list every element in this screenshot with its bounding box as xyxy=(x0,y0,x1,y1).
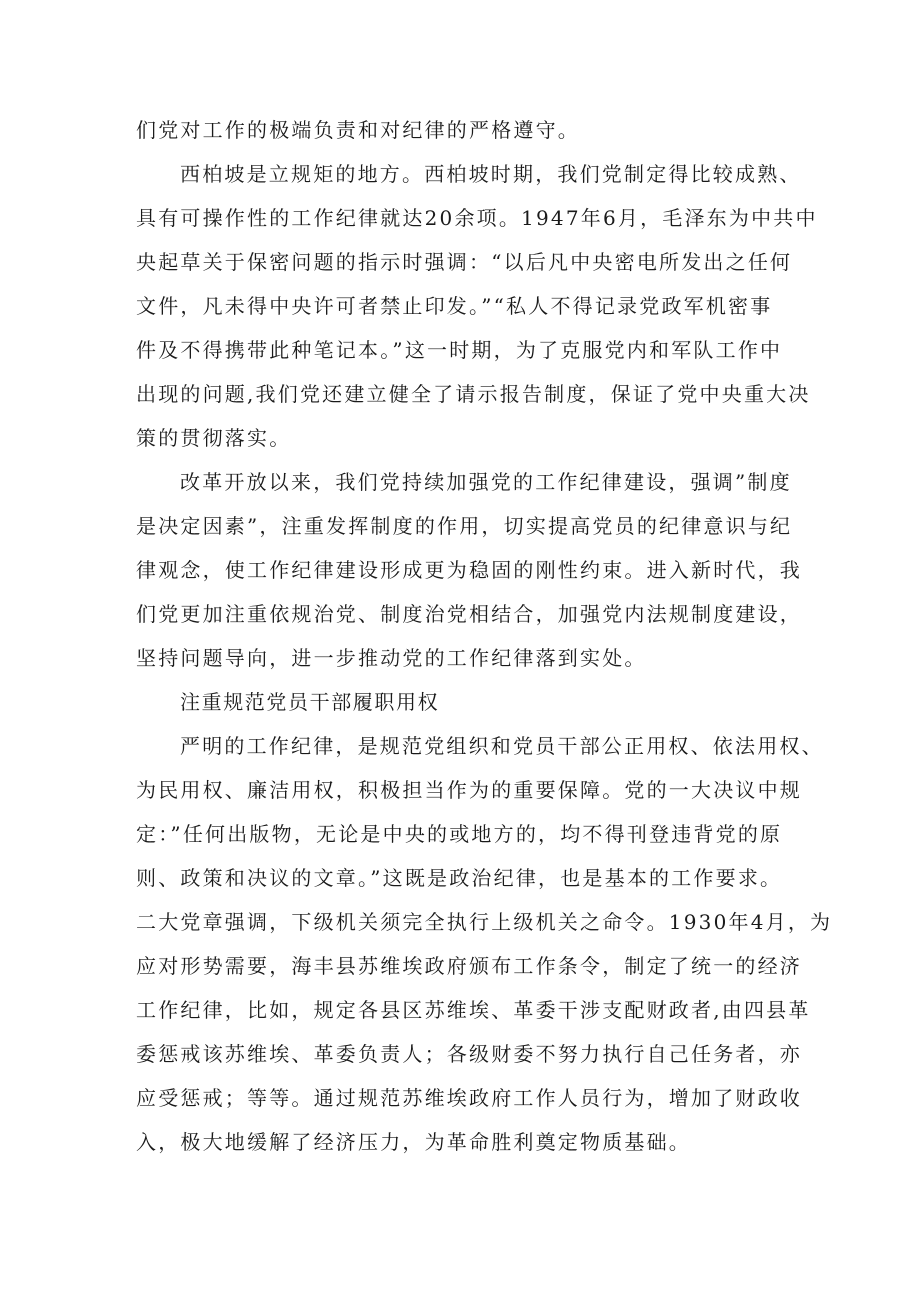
paragraph-line: 们党更加注重依规治党、制度治党相结合，加强党内法规制度建设， xyxy=(136,602,802,626)
paragraph-line: 具有可操作性的工作纪律就达20余项。1947年6月，毛泽东为中共中 xyxy=(136,206,818,230)
paragraph-line: 委惩戒该苏维埃、革委负责人；各级财委不努力执行自己任务者，亦 xyxy=(136,1042,802,1066)
paragraph-line: 定：”任何出版物，无论是中央的或地方的，均不得刊登违背党的原 xyxy=(136,822,783,846)
paragraph-line: 西柏坡是立规矩的地方。西柏坡时期，我们党制定得比较成熟、 xyxy=(180,162,802,186)
paragraph-line: 律观念，使工作纪律建设形成更为稳固的刚性约束。进入新时代，我 xyxy=(136,558,802,582)
paragraph-line: 坚持问题导向，进一步推动党的工作纪律落到实处。 xyxy=(136,646,647,670)
paragraph-line: 们党对工作的极端负责和对纪律的严格遵守。 xyxy=(136,118,580,142)
paragraph-line: 则、政策和决议的文章。”这既是政治纪律，也是基本的工作要求。 xyxy=(136,866,783,890)
paragraph-line: 出现的问题,我们党还建立健全了请示报告制度，保证了党中央重大决 xyxy=(136,382,811,406)
section-heading: 注重规范党员干部履职用权 xyxy=(180,690,440,714)
paragraph-line: 工作纪律，比如，规定各县区苏维埃、革委干涉支配财政者,由四县革 xyxy=(136,998,811,1022)
paragraph-line: 严明的工作纪律，是规范党组织和党员干部公正用权、依法用权、 xyxy=(180,734,824,758)
paragraph-line: 二大党章强调，下级机关须完全执行上级机关之命令。1930年4月，为 xyxy=(136,910,833,934)
paragraph-line: 为民用权、廉洁用权，积极担当作为的重要保障。党的一大决议中规 xyxy=(136,778,802,802)
paragraph-line: 策的贯彻落实。 xyxy=(136,426,292,450)
paragraph-line: 应受惩戒；等等。通过规范苏维埃政府工作人员行为，增加了财政收 xyxy=(136,1086,802,1110)
paragraph-line: 是决定因素”，注重发挥制度的作用，切实提高党员的纪律意识与纪 xyxy=(136,514,793,538)
paragraph-line: 改革开放以来，我们党持续加强党的工作纪律建设，强调”制度 xyxy=(180,470,792,494)
paragraph-line: 文件，凡未得中央许可者禁止印发。”“私人不得记录党政军机密事 xyxy=(136,294,773,318)
paragraph-line: 入，极大地缓解了经济压力，为革命胜利奠定物质基础。 xyxy=(136,1130,691,1154)
paragraph-line: 央起草关于保密问题的指示时强调：“以后凡中央密电所发出之任何 xyxy=(136,250,793,274)
paragraph-line: 应对形势需要，海丰县苏维埃政府颁布工作条令，制定了统一的经济 xyxy=(136,954,802,978)
paragraph-line: 件及不得携带此种笔记本。”这一时期，为了克服党内和军队工作中 xyxy=(136,338,783,362)
